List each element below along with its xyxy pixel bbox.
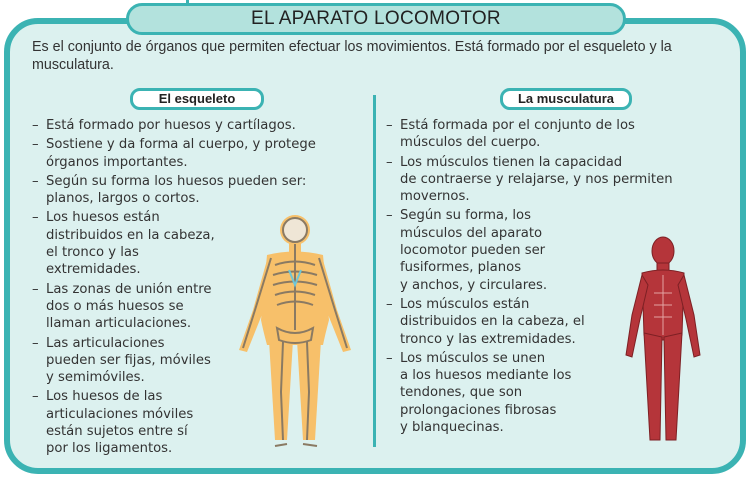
list-item-text: Según su forma los huesos pueden ser: planos, largos o cortos. [46,173,307,207]
list-item-text: Las articulaciones pueden ser fijas, móviles y semimóviles. [46,335,211,386]
column-divider [373,95,376,447]
bullet-dash: – [386,208,393,224]
bullet-dash: – [32,137,39,153]
skeleton-heading: El esqueleto [130,88,264,110]
bullet-dash: – [32,118,39,133]
page-title: EL APARATO LOCOMOTOR [126,3,626,35]
list-item [32,117,362,134]
musculature-illustration [618,235,708,450]
bullet-dash: – [32,389,39,405]
list-item-text: Los huesos de las articulaciones móviles están sujetos entre sí por los ligamentos. [46,389,194,457]
list-item-text: Las zonas de unión entre dos o más huesos se llaman articulaciones. [46,281,212,332]
musculature-heading: La musculatura [500,88,632,110]
list-item-text: Los huesos están distribuidos en la cabeza, el tronco y las extremidades. [46,210,215,278]
list-item-text: Está formada por el conjunto de los músculos del cuerpo. [400,118,635,151]
bullet-dash: – [386,154,393,170]
list-item [386,117,736,152]
list-item [386,154,736,206]
list-item [32,136,362,171]
list-item-text: Está formado por huesos y cartílagos. [46,118,296,133]
list-item [32,173,362,208]
list-item-text: Los músculos están distribuidos en la cabeza, el tronco y las extremidades. [400,296,585,347]
list-item-text: Sostiene y da forma al cuerpo, y protege órganos importantes. [46,137,316,170]
bullet-dash: – [32,281,39,297]
list-item-text: Según su forma, los músculos del aparato locomotor pueden ser fusiformes, planos y anchos, y circulares. [400,208,548,293]
bullet-dash: – [386,350,393,366]
bullet-dash: – [32,173,39,189]
list-item-text: Los músculos se unen a los huesos mediante los tendones, que son prolongaciones fibrosas y blanquecinas. [400,350,572,436]
bullet-dash: – [32,210,39,226]
intro-text: Es el conjunto de órganos que permiten efectuar los movimientos. Está formado por el esqueleto y la musculatura. [32,39,672,73]
bullet-dash: – [32,335,39,351]
bullet-dash: – [386,118,393,133]
list-item-text: Los músculos tienen la capacidad de contraerse y relajarse, y nos permiten movernos. [400,154,673,205]
skeleton-illustration [225,210,365,455]
bullet-dash: – [386,296,393,312]
